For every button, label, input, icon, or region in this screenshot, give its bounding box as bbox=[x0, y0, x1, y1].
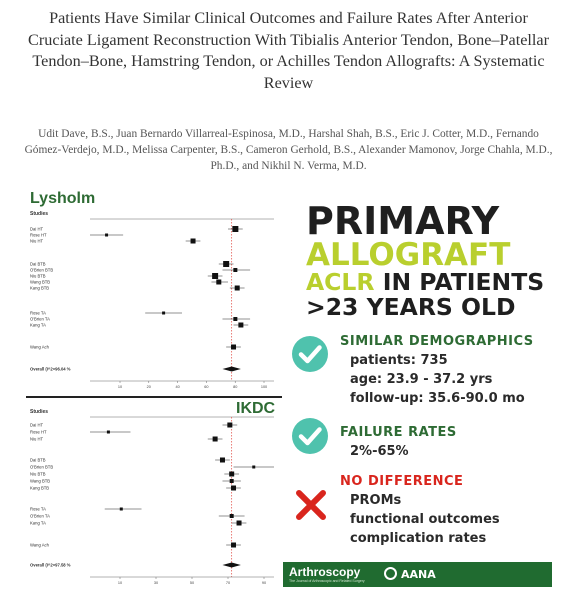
study-label: Dai BTB bbox=[30, 261, 46, 267]
x-tick-label: 10 bbox=[117, 581, 123, 585]
effect-marker bbox=[229, 472, 234, 477]
study-label: Wang Ach bbox=[30, 344, 49, 350]
study-label: Dai HT bbox=[30, 422, 44, 428]
effect-marker bbox=[237, 521, 242, 526]
x-tick-label: 10 bbox=[117, 385, 123, 389]
x-tick-label: 100 bbox=[260, 385, 268, 389]
effect-marker bbox=[233, 268, 237, 272]
study-label: Rose TA bbox=[30, 310, 46, 316]
journal-logo: Arthroscopy bbox=[289, 565, 361, 579]
x-tick-label: 50 bbox=[189, 581, 195, 585]
effect-marker bbox=[223, 261, 229, 267]
ikdc-forest-plot bbox=[28, 404, 280, 586]
effect-marker bbox=[233, 317, 237, 321]
headline-aclr: ACLR bbox=[306, 268, 375, 296]
check-circle-icon bbox=[292, 336, 328, 372]
effect-marker bbox=[216, 280, 221, 285]
study-label: Niu BTB bbox=[30, 273, 46, 279]
effect-marker bbox=[230, 514, 234, 518]
effect-marker bbox=[212, 273, 218, 279]
x-icon bbox=[294, 488, 328, 527]
headline-primary: PRIMARY bbox=[306, 199, 500, 243]
study-label: Rose HT bbox=[30, 232, 47, 238]
ikdc-label: IKDC bbox=[236, 400, 276, 417]
x-tick-label: 30 bbox=[153, 581, 159, 585]
study-label: Rose TA bbox=[30, 506, 46, 512]
x-tick-label: 60 bbox=[204, 385, 209, 389]
study-label: Wang BTB bbox=[30, 478, 51, 484]
nodiff-proms: PROMs bbox=[350, 493, 402, 508]
x-tick-label: 80 bbox=[233, 385, 238, 389]
overall-diamond bbox=[222, 563, 240, 568]
studies-header: Studies bbox=[30, 409, 49, 415]
overall-diamond bbox=[222, 367, 240, 372]
study-label: O'Brien TA bbox=[30, 513, 50, 519]
check-circle-icon bbox=[292, 418, 328, 454]
effect-marker bbox=[238, 323, 243, 328]
headline-allograft: ALLOGRAFT bbox=[306, 237, 511, 273]
study-label: Niu HT bbox=[30, 238, 44, 244]
author-list: Udit Dave, B.S., Juan Bernardo Villarreal-Espinosa, M.D., Harshal Shah, B.S., Eric J. Cotter, M.D., Fernando Gómez-Verdejo, M.D., Melissa Carpenter, B.S., Cameron Gerhold, B.S., Alexander Mamonov, Jorge Chahla, M.D., Ph.D., and Nikhil N. Verma, M.D. bbox=[24, 128, 553, 173]
study-label: Dai HT bbox=[30, 226, 44, 232]
x-tick-label: 70 bbox=[225, 581, 231, 585]
overall-label: Overall (I^2=97.58 % bbox=[30, 562, 71, 568]
effect-marker bbox=[220, 458, 225, 463]
study-label: O'Brien BTB bbox=[30, 267, 54, 273]
study-label: Rose HT bbox=[30, 429, 47, 435]
study-label: Kang BTB bbox=[30, 285, 50, 291]
nodiff-heading: NO DIFFERENCE bbox=[340, 474, 464, 489]
effect-marker bbox=[213, 437, 218, 442]
aana-logo: AANA bbox=[401, 568, 436, 581]
lysholm-forest-plot bbox=[28, 208, 280, 394]
aana-logo-icon bbox=[384, 567, 397, 580]
failure-range: 2%-65% bbox=[350, 444, 409, 459]
study-label: Kang BTB bbox=[30, 485, 50, 491]
nodiff-functional: functional outcomes bbox=[350, 512, 500, 527]
effect-marker bbox=[231, 486, 236, 491]
effect-marker bbox=[230, 479, 234, 483]
x-tick-label: 90 bbox=[261, 581, 267, 585]
effect-marker bbox=[232, 226, 238, 232]
nodiff-complications: complication rates bbox=[350, 531, 487, 546]
overall-label: Overall (I^2=96.04 % bbox=[30, 366, 71, 372]
study-label: Wang BTB bbox=[30, 279, 51, 285]
paper-title: Patients Have Similar Clinical Outcomes and Failure Rates After Anterior Cruciate Ligament Reconstruction With Tibialis Anterior Tendon, Bone–Patellar Tendon–Bone, Hamstring Tendon, or Achilles Tendon Allografts: A Systematic Review bbox=[28, 9, 549, 92]
study-label: Niu HT bbox=[30, 436, 44, 442]
lysholm-label: Lysholm bbox=[30, 190, 96, 207]
demographics-heading: SIMILAR DEMOGRAPHICS bbox=[340, 334, 534, 349]
effect-marker bbox=[252, 466, 255, 469]
study-label: Wang Ach bbox=[30, 542, 49, 548]
journal-subtitle: The Journal of Arthroscopic and Related Surgery bbox=[289, 579, 365, 583]
demographics-patients: patients: 735 bbox=[350, 353, 448, 368]
effect-marker bbox=[162, 312, 165, 315]
headline-in-patients: IN PATIENTS bbox=[374, 268, 545, 296]
effect-marker bbox=[227, 423, 232, 428]
effect-marker bbox=[107, 431, 110, 434]
study-label: Niu BTB bbox=[30, 471, 46, 477]
study-label: Kang TA bbox=[30, 322, 46, 328]
study-label: O'Brien TA bbox=[30, 316, 50, 322]
effect-marker bbox=[191, 239, 196, 244]
effect-marker bbox=[231, 543, 236, 548]
headline-age: >23 YEARS OLD bbox=[306, 293, 516, 321]
journal-footer bbox=[283, 562, 552, 587]
study-label: Kang TA bbox=[30, 520, 46, 526]
x-tick-label: 40 bbox=[175, 385, 180, 389]
study-label: Dai BTB bbox=[30, 457, 46, 463]
failure-heading: FAILURE RATES bbox=[340, 425, 457, 440]
plot-divider bbox=[26, 396, 282, 398]
demographics-age: age: 23.9 - 37.2 yrs bbox=[350, 372, 493, 387]
effect-marker bbox=[120, 508, 123, 511]
study-label: O'Brien BTB bbox=[30, 464, 54, 470]
effect-marker bbox=[231, 345, 236, 350]
studies-header: Studies bbox=[30, 211, 49, 217]
effect-marker bbox=[105, 234, 108, 237]
demographics-followup: follow-up: 35.6-90.0 mo bbox=[350, 391, 525, 406]
headline-aclr-line bbox=[306, 268, 566, 296]
effect-marker bbox=[235, 286, 240, 291]
x-tick-label: 20 bbox=[146, 385, 151, 389]
